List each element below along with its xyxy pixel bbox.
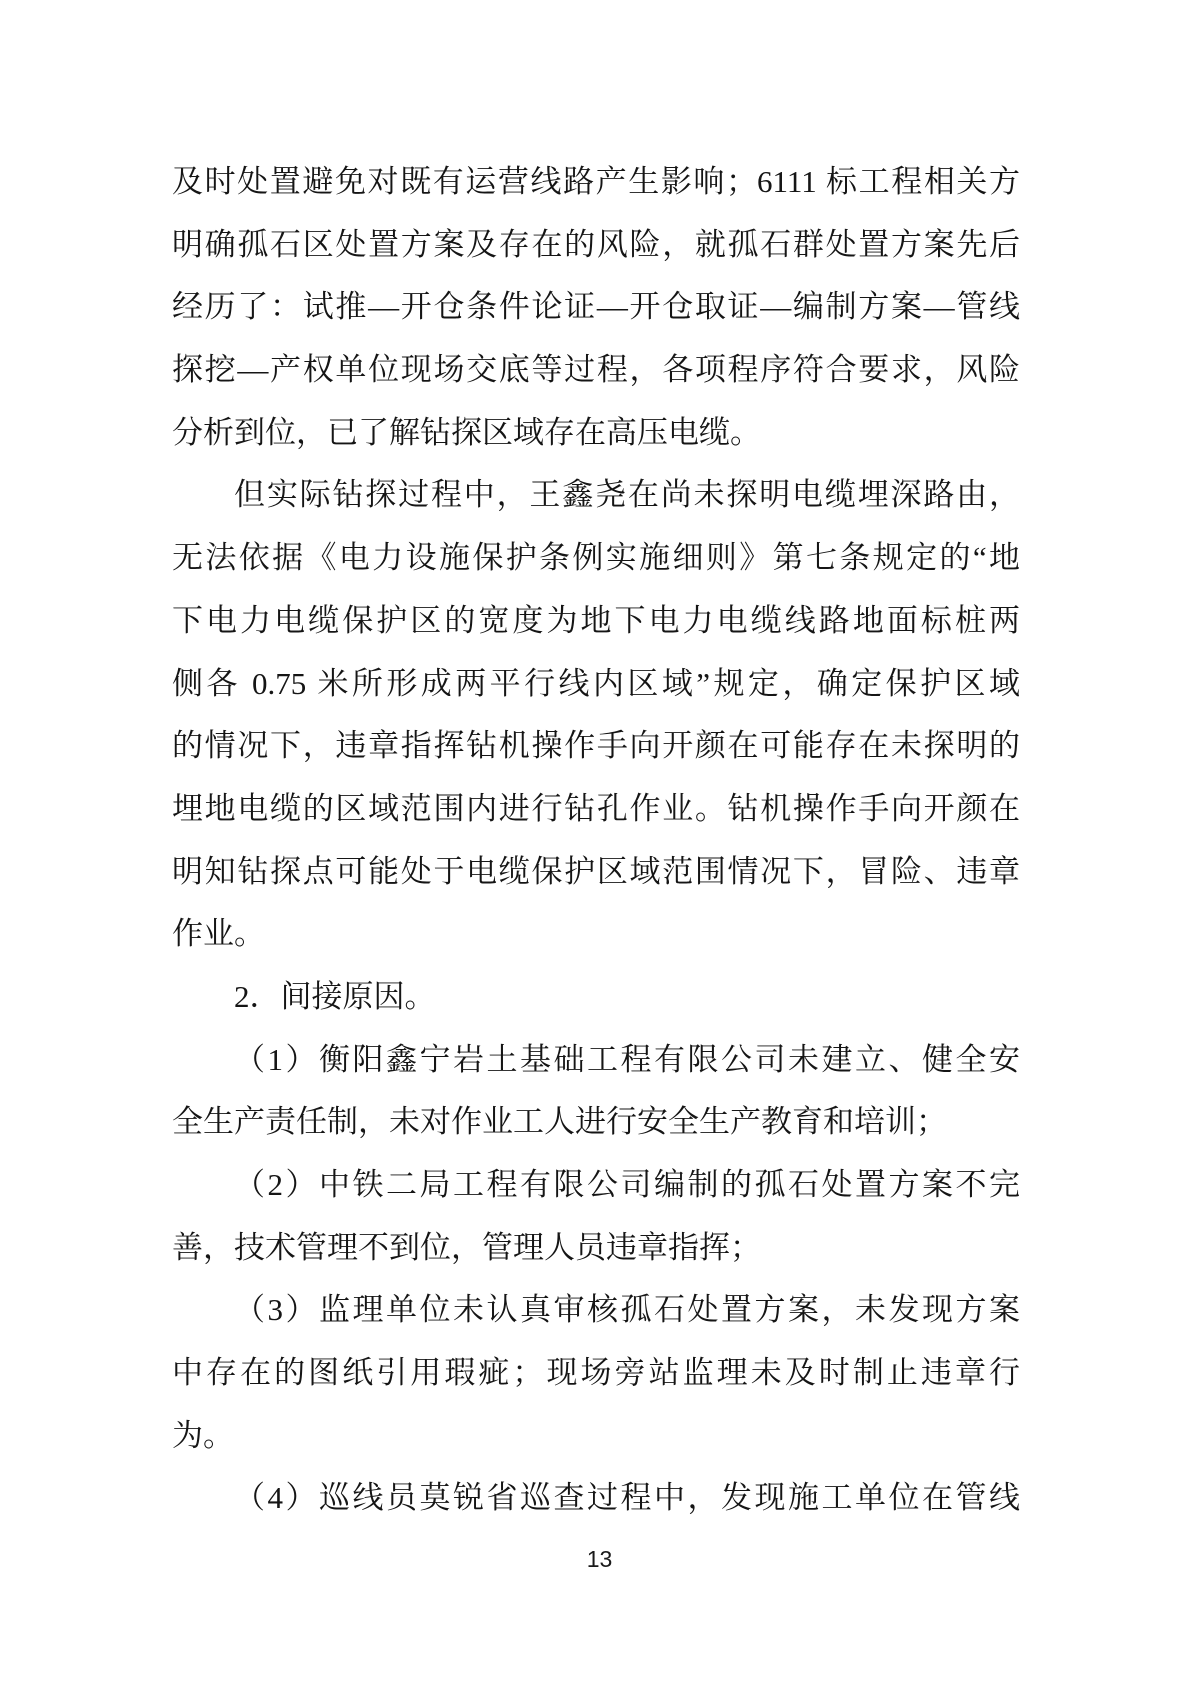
text-line: 明确孤石区处置方案及存在的风险，就孤石群处置方案先后 [172, 226, 1020, 262]
text-line: 善，技术管理不到位，管理人员违章指挥； [172, 1229, 761, 1265]
text-line: 侧各 0.75 米所形成两平行线内区域”规定，确定保护区域 [172, 665, 1020, 701]
text-line: （1）衡阳鑫宁岩土基础工程有限公司未建立、健全安 [234, 1041, 1020, 1077]
text-line: 但实际钻探过程中，王鑫尧在尚未探明电缆埋深路由， [234, 477, 1020, 513]
text-line: 探挖—产权单位现场交底等过程，各项程序符合要求，风险 [172, 352, 1020, 388]
text-line: 明知钻探点可能处于电缆保护区域范围情况下，冒险、违章 [172, 853, 1020, 889]
page-footer [0, 1545, 1199, 1573]
text-line: 为。 [172, 1417, 234, 1453]
page-number: 13 [586, 1546, 613, 1572]
text-line: （4）巡线员莫锐省巡查过程中，发现施工单位在管线 [234, 1480, 1020, 1516]
text-line: 的情况下，违章指挥钻机操作手向开颜在可能存在未探明的 [172, 728, 1020, 764]
text-line: 下电力电缆保护区的宽度为地下电力电缆线路地面标桩两 [172, 602, 1020, 638]
text-line: 2．间接原因。 [234, 978, 436, 1014]
text-line: 分析到位，已了解钻探区域存在高压电缆。 [172, 414, 761, 450]
text-line: 及时处置避免对既有运营线路产生影响；6111 标工程相关方 [172, 164, 1020, 199]
text-line: 埋地电缆的区域范围内进行钻孔作业。钻机操作手向开颜在 [172, 790, 1020, 826]
text-line: 无法依据《电力设施保护条例实施细则》第七条规定的“地 [172, 540, 1020, 576]
text-line: （2）中铁二局工程有限公司编制的孤石处置方案不完 [234, 1167, 1020, 1202]
text-line: 全生产责任制，未对作业工人进行安全生产教育和培训； [172, 1104, 947, 1140]
text-line: 中存在的图纸引用瑕疵；现场旁站监理未及时制止违章行 [172, 1355, 1020, 1391]
text-line: 经历了：试推—开仓条件论证—开仓取证—编制方案—管线 [172, 289, 1020, 325]
text-line: 作业。 [172, 916, 265, 952]
text-line: （3）监理单位未认真审核孤石处置方案，未发现方案 [234, 1292, 1020, 1328]
document-body [172, 151, 1020, 1530]
